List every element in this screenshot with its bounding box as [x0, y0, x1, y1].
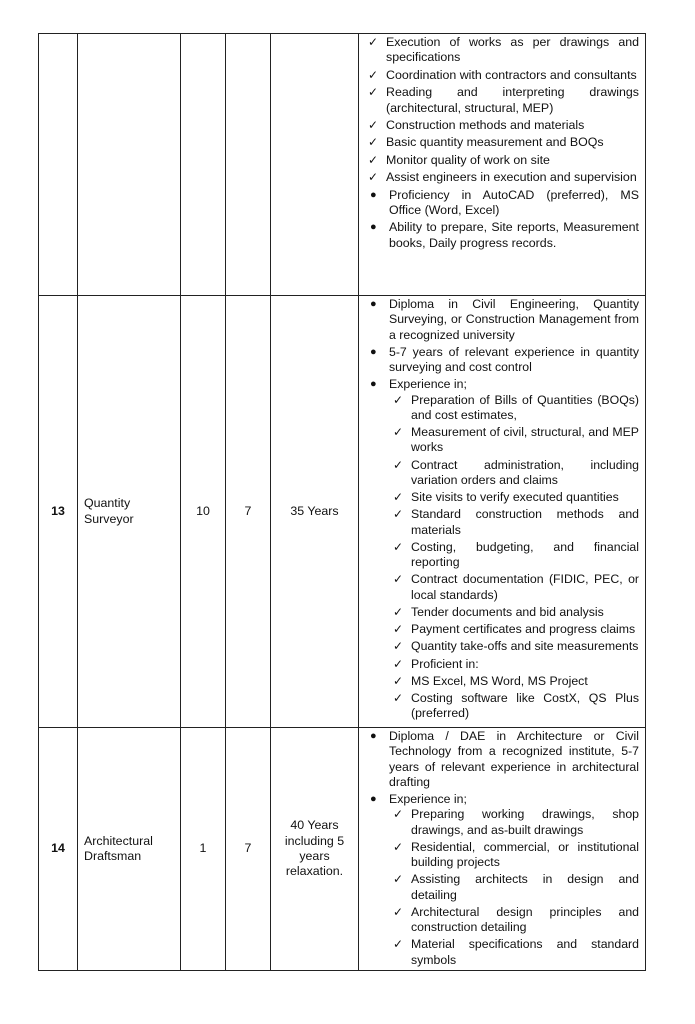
age-limit-cell: [271, 296, 359, 728]
checklist-item-text: Assist engineers in execution and supervision: [386, 170, 637, 185]
bullet-icon: ●: [370, 188, 377, 201]
checklist-item: [389, 507, 639, 538]
checkmark-icon: ✓: [393, 839, 404, 854]
checklist-item-text: Architectural design principles and construction detailing: [411, 904, 639, 934]
checklist-item-text: Costing, budgeting, and financial reporting: [411, 539, 639, 569]
checkmark-icon: ✓: [393, 691, 404, 705]
checklist-item-text: Material specifications and standard symbols: [411, 937, 639, 967]
checklist-item: [389, 639, 639, 654]
checklist-item: [389, 393, 639, 424]
serial-number-cell: [39, 296, 78, 728]
checklist-item: [389, 540, 639, 571]
checkmark-icon: ✓: [393, 622, 404, 636]
requirements-list: [364, 35, 639, 251]
age-limit-cell-text: 35 Years: [290, 503, 339, 518]
checklist-item-text: Contract documentation (FIDIC, PEC, or local standards): [411, 572, 639, 602]
checklist-item: [389, 657, 639, 672]
checklist-item: [364, 35, 639, 66]
post-name-cell-text: Quantity Surveyor: [84, 496, 134, 526]
age-limit-cell: [271, 34, 359, 296]
post-name-cell-text: Architectural Draftsman: [84, 833, 153, 863]
checkmark-icon: ✓: [393, 572, 404, 587]
checklist-item: [364, 118, 639, 133]
pay-scale-cell-text: 7: [244, 503, 252, 518]
checkmark-icon: ✓: [368, 135, 379, 150]
checklist-item: [389, 905, 639, 936]
checklist-item-text: Measurement of civil, structural, and MEP works: [411, 425, 639, 455]
checklist-item-text: Tender documents and bid analysis: [411, 604, 604, 619]
checklist-item-text: Costing software like CostX, QS Plus (preferred): [411, 691, 639, 721]
checklist-item-text: Payment certificates and progress claims: [411, 622, 636, 636]
bullet-icon: ●: [370, 793, 377, 805]
bullet-icon: ●: [370, 221, 377, 234]
checklist: [389, 807, 639, 968]
requirement-text: Ability to prepare, Site reports, Measurement books, Daily progress records.: [389, 220, 639, 250]
checkmark-icon: ✓: [368, 152, 379, 167]
checklist-item-text: Construction methods and materials: [386, 118, 585, 133]
checklist-item-text: Basic quantity measurement and BOQs: [386, 135, 604, 150]
checklist-item: [389, 691, 639, 722]
checklist: [389, 393, 639, 722]
serial-number-cell: [39, 34, 78, 296]
checkmark-icon: ✓: [393, 425, 404, 439]
requirement-text: Experience in;: [389, 792, 467, 806]
checkmark-icon: ✓: [393, 539, 404, 554]
checklist-item: [389, 807, 639, 838]
checklist-item: [389, 458, 639, 489]
checklist-item-text: Residential, commercial, or institutional building projects: [411, 839, 639, 869]
checklist-item-text: Monitor quality of work on site: [386, 152, 550, 167]
checklist-item-text: Proficient in:: [411, 656, 479, 671]
checklist-item: [364, 153, 639, 168]
checklist-item: [364, 170, 639, 185]
checkmark-icon: ✓: [393, 639, 404, 654]
checklist-item-text: Coordination with contractors and consultants: [386, 67, 637, 82]
post-name-cell: [78, 34, 181, 296]
checklist-item-text: Preparation of Bills of Quantities (BOQs) and cost estimates,: [411, 392, 639, 422]
number-of-posts-cell: [181, 296, 226, 728]
checkmark-icon: ✓: [393, 673, 404, 688]
checkmark-icon: ✓: [368, 170, 379, 185]
pay-scale-cell: [226, 728, 271, 971]
age-limit-cell-text: 40 Years including 5 years relaxation.: [284, 818, 345, 879]
pay-scale-cell: [226, 34, 271, 296]
requirement-text: 5-7 years of relevant experience in quantity surveying and cost control: [389, 344, 639, 374]
serial-number-cell-text: 13: [51, 503, 65, 518]
pay-scale-cell: [226, 296, 271, 728]
number-of-posts-cell-text: 1: [199, 841, 207, 856]
checklist-item-text: Quantity take-offs and site measurements: [411, 639, 639, 654]
checklist-item: [364, 68, 639, 83]
checklist: [364, 35, 639, 186]
checklist-item: [389, 840, 639, 871]
checklist-item: [389, 622, 639, 637]
bullet-icon: ●: [370, 345, 377, 358]
checkmark-icon: ✓: [393, 490, 404, 504]
requirement-item: [364, 345, 639, 376]
checkmark-icon: ✓: [368, 118, 379, 133]
checklist-item-text: MS Excel, MS Word, MS Project: [411, 673, 588, 688]
requirement-item: [364, 729, 639, 790]
requirements-cell: [359, 34, 646, 296]
table-row: [39, 296, 646, 728]
checklist-item-text: Contract administration, including variation orders and claims: [411, 457, 639, 487]
number-of-posts-cell: [181, 728, 226, 971]
post-name-cell: [78, 728, 181, 971]
checkmark-icon: ✓: [368, 35, 379, 49]
checklist-item-text: Assisting architects in design and detailing: [411, 872, 639, 902]
checklist-item-text: Standard construction methods and materials: [411, 507, 639, 537]
checklist-item: [389, 937, 639, 968]
checkmark-icon: ✓: [393, 937, 404, 952]
checklist-item-text: Reading and interpreting drawings (architectural, structural, MEP): [386, 85, 639, 115]
checkmark-icon: ✓: [368, 67, 379, 82]
checkmark-icon: ✓: [368, 85, 379, 100]
table-row: [39, 34, 646, 296]
checklist-item: [389, 872, 639, 903]
job-requirements-table: [38, 33, 646, 971]
requirement-item: [364, 188, 639, 219]
bullet-icon: ●: [370, 298, 377, 310]
post-name-cell: [78, 296, 181, 728]
checklist-item: [389, 572, 639, 603]
table-row: [39, 728, 646, 971]
checkmark-icon: ✓: [393, 872, 404, 887]
requirement-item: [364, 297, 639, 343]
table-body: [39, 34, 646, 971]
checkmark-icon: ✓: [393, 392, 404, 407]
checkmark-icon: ✓: [393, 507, 404, 522]
checklist-item: [389, 425, 639, 456]
number-of-posts-cell-text: 10: [196, 503, 210, 518]
checklist-item: [364, 135, 639, 150]
checklist-item-text: Execution of works as per drawings and specifications: [386, 35, 639, 65]
checklist-item-text: Site visits to verify executed quantities: [411, 490, 619, 504]
requirements-cell: [359, 296, 646, 728]
checkmark-icon: ✓: [393, 604, 404, 619]
requirements-cell: [359, 728, 646, 971]
serial-number-cell-text: 14: [51, 841, 65, 856]
checklist-group: [364, 35, 639, 186]
checkmark-icon: ✓: [393, 807, 404, 822]
requirements-list: [364, 729, 639, 968]
checklist-item: [364, 85, 639, 116]
serial-number-cell: [39, 728, 78, 971]
requirements-list: [364, 297, 639, 722]
checkmark-icon: ✓: [393, 457, 404, 472]
checkmark-icon: ✓: [393, 656, 404, 671]
age-limit-cell: [271, 728, 359, 971]
number-of-posts-cell: [181, 34, 226, 296]
pay-scale-cell-text: 7: [244, 841, 252, 856]
checklist-item-text: Preparing working drawings, shop drawings, and as-built drawings: [411, 807, 639, 837]
requirement-item: [364, 792, 639, 968]
requirement-text: Diploma / DAE in Architecture or Civil Technology from a recognized institute, 5-7 years of relevant experience in architectural drafting: [389, 729, 639, 789]
requirement-item: [364, 220, 639, 251]
checklist-item: [389, 605, 639, 620]
bullet-icon: ●: [370, 730, 377, 742]
requirement-text: Proficiency in AutoCAD (preferred), MS Office (Word, Excel): [389, 187, 639, 218]
checklist-item: [389, 490, 639, 505]
checkmark-icon: ✓: [393, 904, 404, 919]
bullet-icon: ●: [370, 378, 377, 391]
requirement-item: [364, 377, 639, 721]
requirement-text: Experience in;: [389, 377, 467, 392]
requirement-text: Diploma in Civil Engineering, Quantity Surveying, or Construction Management from a recognized university: [389, 297, 639, 342]
checklist-item: [389, 674, 639, 689]
